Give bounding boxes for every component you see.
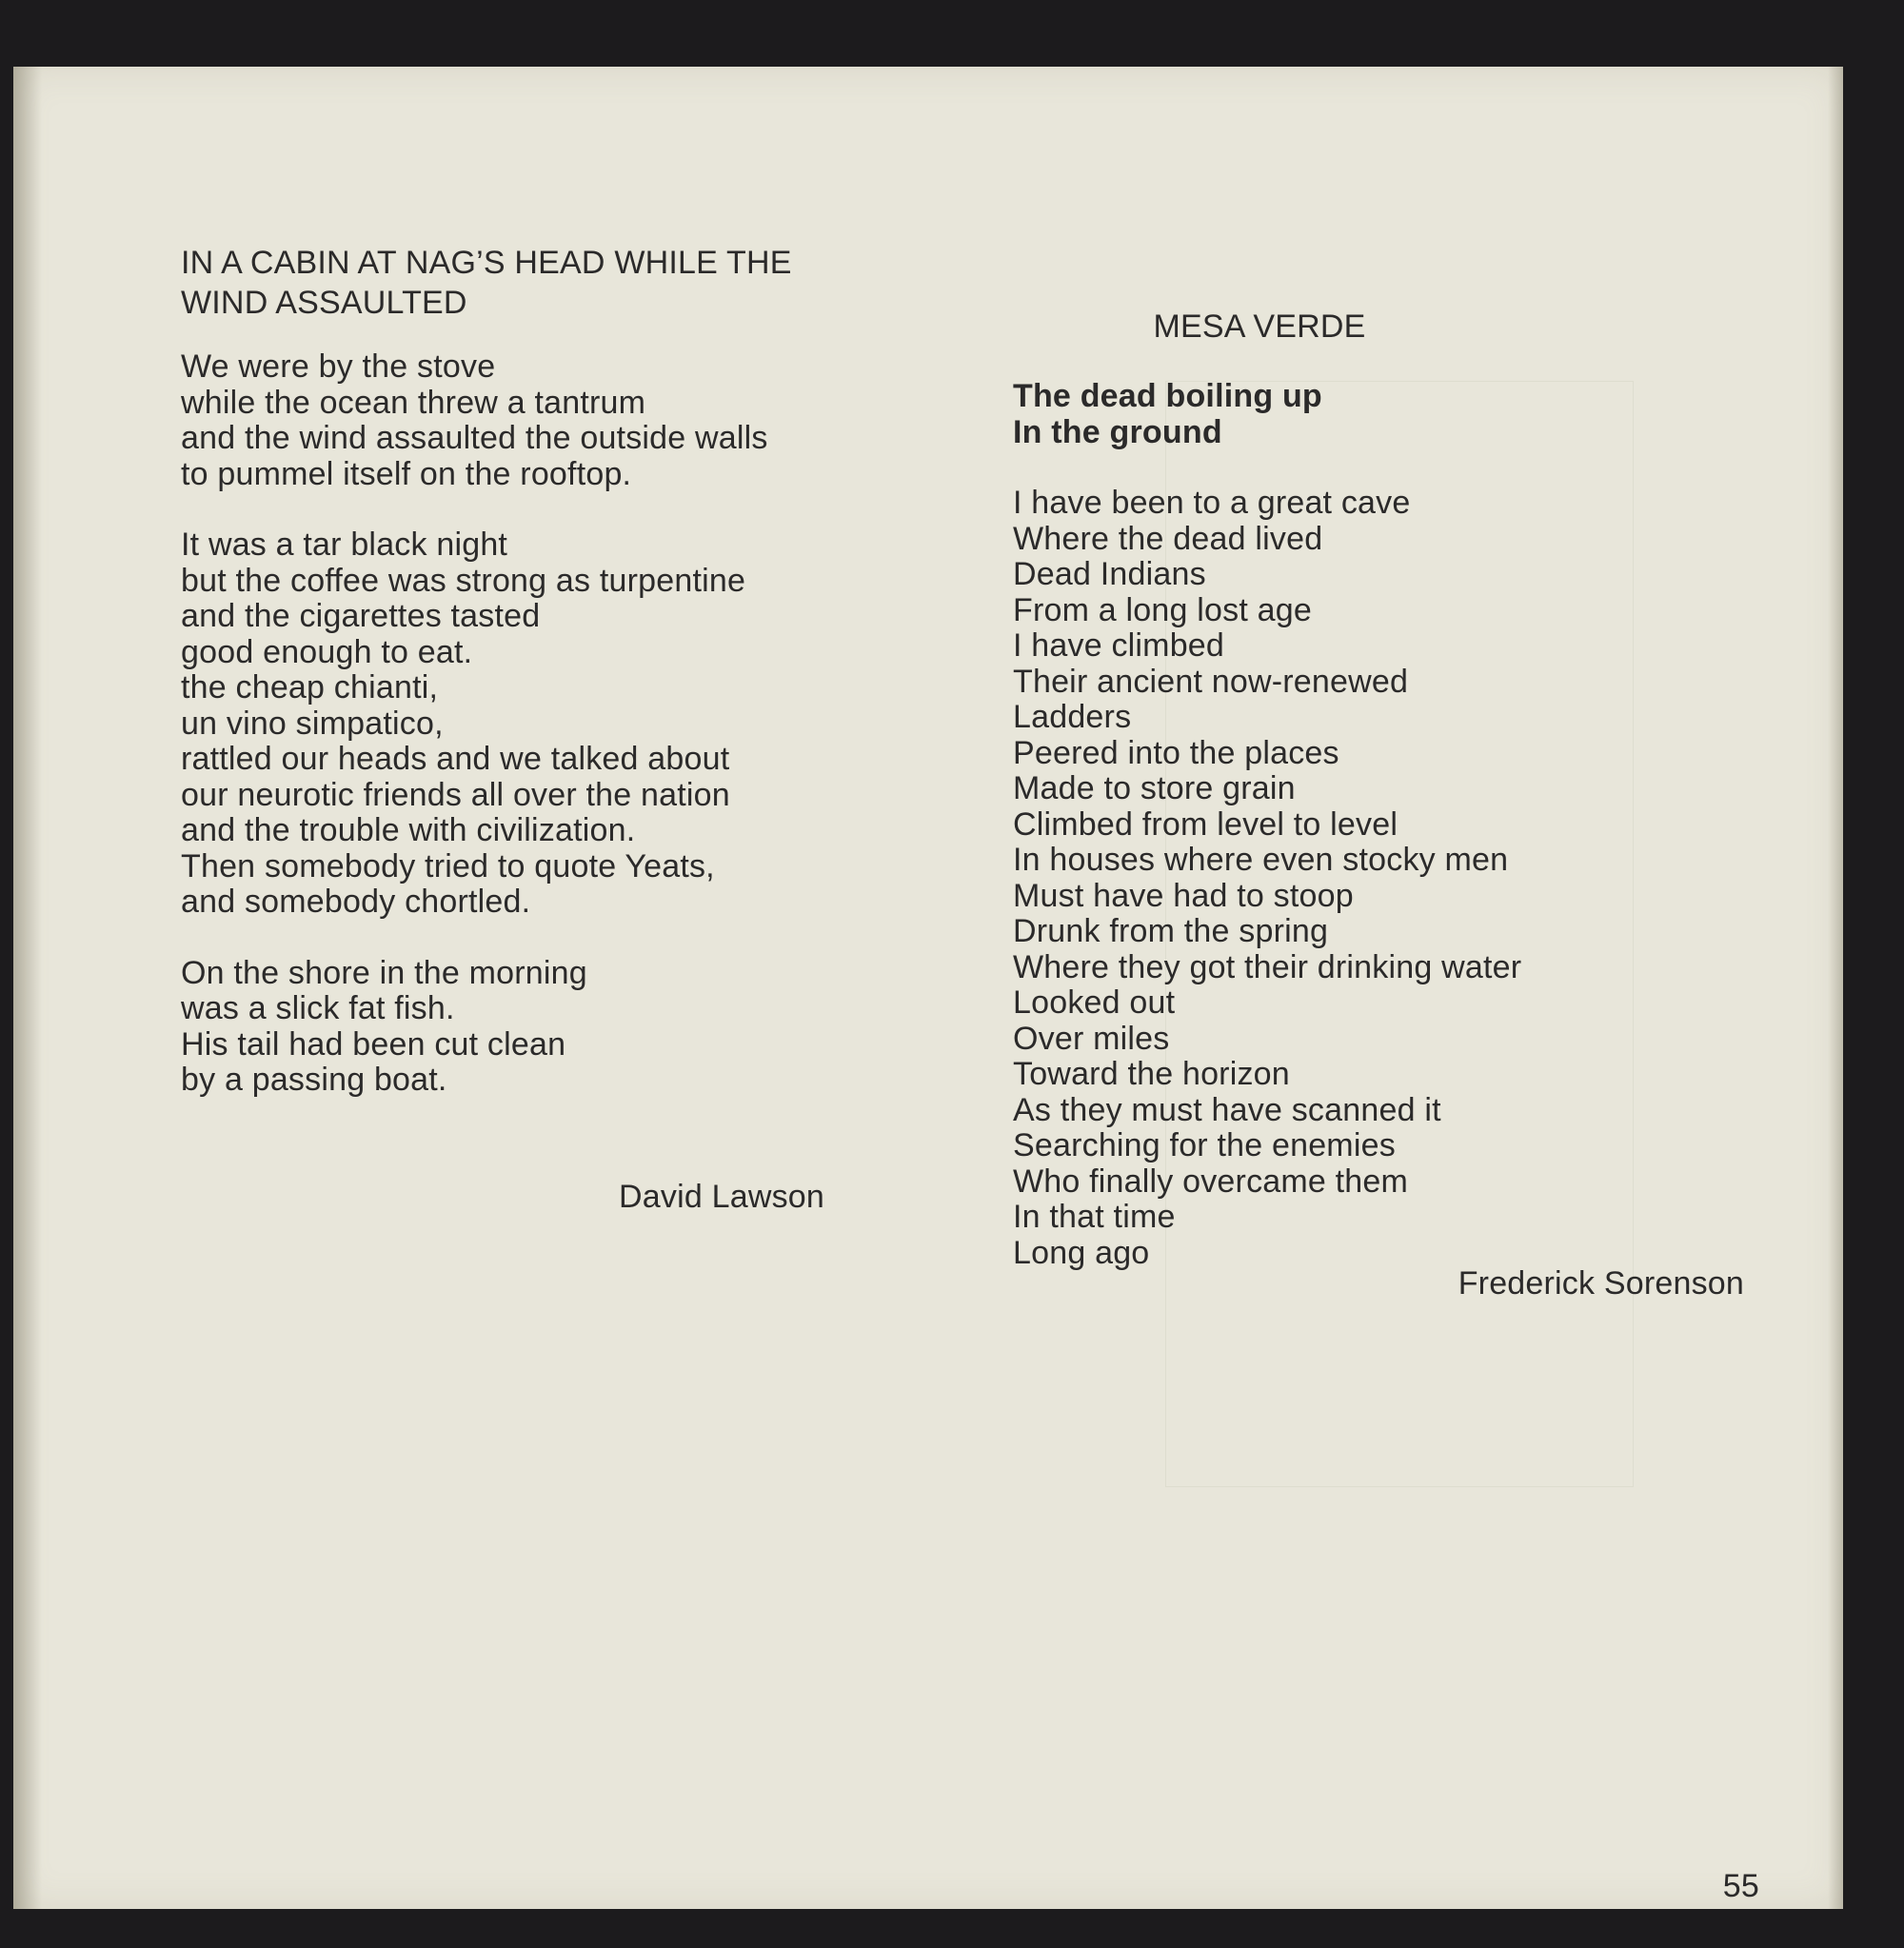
poem-line: Toward the horizon xyxy=(1013,1056,1290,1092)
left-poem xyxy=(181,243,847,1099)
poem-line: and the wind assaulted the outside walls xyxy=(181,420,768,456)
poem-line: As they must have scanned it xyxy=(1013,1091,1441,1128)
poem-line: I have been to a great cave xyxy=(1013,485,1411,521)
epigraph-line: The dead boiling up xyxy=(1013,378,1322,414)
poem-line: and the trouble with civilization. xyxy=(181,812,636,848)
poem-line: Made to store grain xyxy=(1013,770,1296,806)
poem-line: un vino simpatico, xyxy=(181,705,444,742)
poem-line: We were by the stove xyxy=(181,348,496,385)
poem-line: to pummel itself on the rooftop. xyxy=(181,455,632,492)
poem-line: Long ago xyxy=(1013,1234,1150,1271)
poem-line: It was a tar black night xyxy=(181,527,508,563)
right-poem-body xyxy=(1013,486,1679,1271)
poem-line: Must have had to stoop xyxy=(1013,877,1354,914)
poem-line: while the ocean threw a tantrum xyxy=(181,384,646,421)
poem-line: was a slick fat fish. xyxy=(181,990,455,1026)
page-edge-shadow xyxy=(1828,67,1843,1909)
poem-line: From a long lost age xyxy=(1013,591,1312,628)
title-line: IN A CABIN AT NAG’S HEAD WHILE THE xyxy=(181,245,792,281)
poem-line: and the cigarettes tasted xyxy=(181,598,541,634)
poem-line: and somebody chortled. xyxy=(181,884,531,920)
left-poem-title xyxy=(181,243,847,323)
poem-line: good enough to eat. xyxy=(181,633,473,670)
poem-line: our neurotic friends all over the nation xyxy=(181,776,730,813)
spine-shadow xyxy=(13,67,42,1909)
poem-line: Where they got their drinking water xyxy=(1013,948,1522,985)
poem-line: by a passing boat. xyxy=(181,1062,447,1098)
page-number: 55 xyxy=(1722,1868,1759,1904)
left-stanza-2 xyxy=(181,527,847,921)
poem-line: Drunk from the spring xyxy=(1013,913,1329,949)
left-stanza-3 xyxy=(181,956,847,1099)
poem-line: Their ancient now-renewed xyxy=(1013,663,1409,700)
poem-line: In that time xyxy=(1013,1199,1176,1235)
poem-line: On the shore in the morning xyxy=(181,954,587,991)
poem-line: Ladders xyxy=(1013,699,1132,735)
right-poem-author: Frederick Sorenson xyxy=(1458,1265,1744,1302)
poem-line: Then somebody tried to quote Yeats, xyxy=(181,847,715,885)
left-poem-author: David Lawson xyxy=(619,1179,824,1215)
poem-line: Looked out xyxy=(1013,984,1176,1021)
poem-line: I have climbed xyxy=(1013,627,1225,664)
title-line: WIND ASSAULTED xyxy=(181,285,467,321)
poem-line: rattled our heads and we talked about xyxy=(181,741,730,777)
epigraph-line: In the ground xyxy=(1013,413,1222,450)
right-poem xyxy=(1013,379,1679,1271)
poem-line: Dead Indians xyxy=(1013,556,1206,592)
poem-line: Searching for the enemies xyxy=(1013,1127,1396,1163)
left-stanza-1 xyxy=(181,349,847,492)
poem-line: Over miles xyxy=(1013,1020,1170,1057)
poem-line: Climbed from level to level xyxy=(1013,805,1398,843)
poem-line: the cheap chianti, xyxy=(181,669,439,706)
poem-line: In houses where even stocky men xyxy=(1013,842,1509,878)
poem-line: Peered into the places xyxy=(1013,734,1339,771)
right-poem-epigraph xyxy=(1013,379,1679,450)
book-page xyxy=(13,67,1843,1909)
right-poem-title: MESA VERDE xyxy=(1153,308,1366,345)
poem-line: Who finally overcame them xyxy=(1013,1163,1409,1200)
poem-line: but the coffee was strong as turpentine xyxy=(181,562,746,599)
poem-line: Where the dead lived xyxy=(1013,520,1323,557)
poem-line: His tail had been cut clean xyxy=(181,1025,566,1063)
